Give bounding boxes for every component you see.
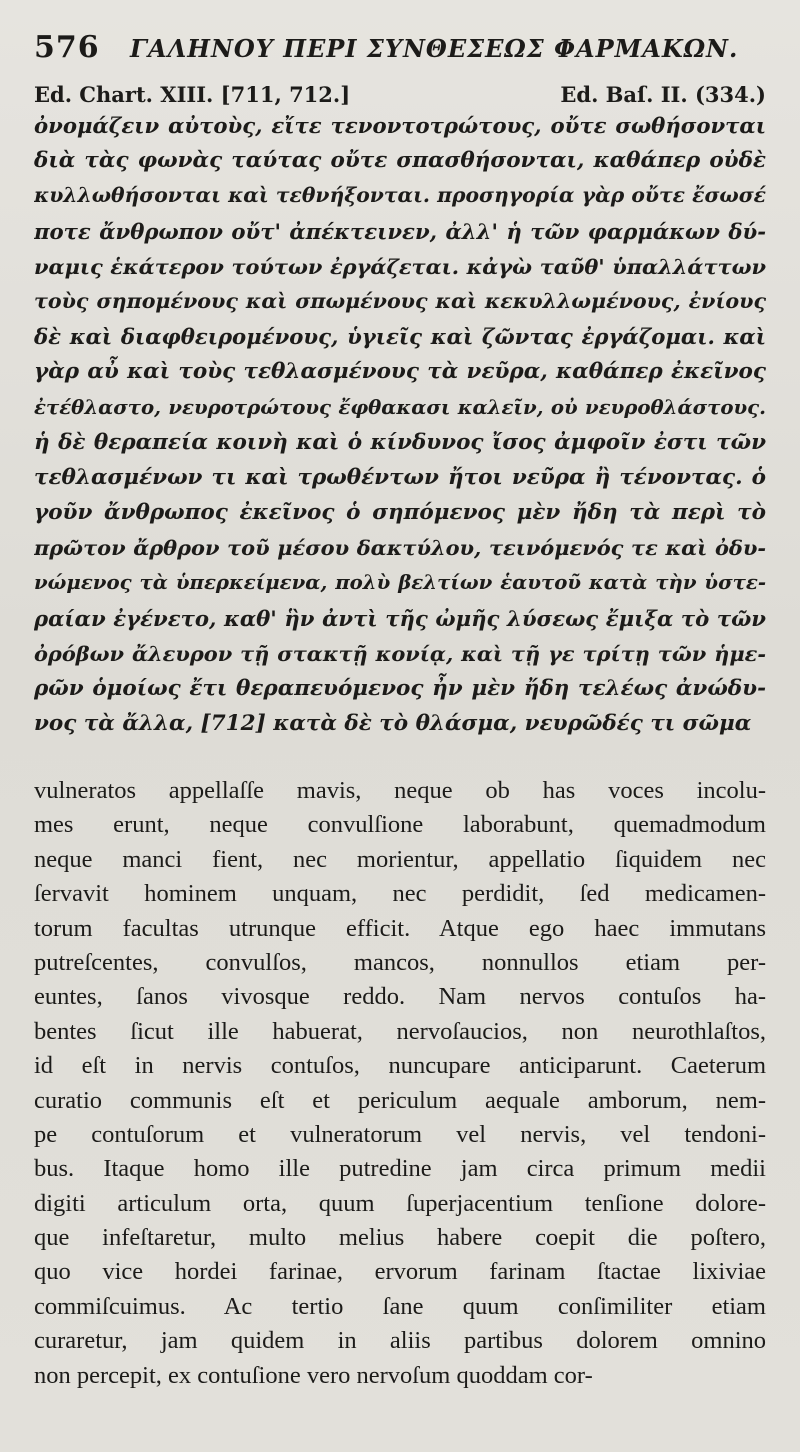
greek-text-line: τεθλασμένων τι καὶ τρωθέντων ἤτοι νεῦρα ἢ τένοντας. ὁ [34,464,766,490]
latin-text-line: neque manci fient, nec morientur, appellatio ſiquidem nec [34,845,766,873]
greek-text-line: διὰ τὰς φωνὰς ταύτας οὔτε σπασθήσονται, καθάπερ οὐδὲ [34,148,766,174]
latin-text-line: putreſcentes, convulſos, mancos, nonnullos etiam per- [34,948,766,976]
latin-text-line: torum facultas utrunque efficit. Atque ego haec immutans [34,914,766,942]
greek-text-line: νώμενος τὰ ὑπερκείμενα, πολὺ βελτίων ἑαυτοῦ κατὰ τὴν ὑστε- [34,571,766,595]
latin-text-line: euntes, ſanos vivosque reddo. Nam nervos contuſos ha- [34,983,766,1011]
running-title: ΓΑΛΗΝΟΥ ΠΕΡΙ ΣΥΝΘΕΣΕΩΣ ΦΑΡΜΑΚΩΝ. [130,34,739,63]
edition-chartier-ref: Ed. Chart. XIII. [711, 712.] [34,82,351,107]
latin-text-line: ſervavit hominem unquam, nec perdidit, ſed medicamen- [34,880,766,908]
latin-text-line: curatio communis eſt et periculum aequale amborum, nem- [34,1086,766,1114]
edition-basel-ref: Ed. Baſ. II. (334.) [560,82,766,107]
latin-text-line: vulneratos appellaſſe mavis, neque ob has voces incolu- [34,777,766,804]
greek-text-line: τοὺς σηπομένους καὶ σπωμένους καὶ κεκυλλωμένους, ἐνίους [34,288,766,313]
latin-text-line: bentes ſicut ille habuerat, nervoſaucios, non neurothlaſtos, [34,1017,766,1045]
latin-text-line: curaretur, jam quidem in aliis partibus dolorem omnino [34,1327,766,1355]
greek-text-block [34,108,766,741]
greek-text-line: ραίαν ἐγένετο, καθ' ἣν ἀντὶ τῆς ὠμῆς λύσεως ἔμιξα τὸ τῶν [34,605,766,631]
greek-text-line: πρῶτον ἄρθρον τοῦ μέσου δακτύλου, τεινόμενός τε καὶ ὀδυ- [34,535,766,561]
greek-text-line: νος τὰ ἄλλα, [712] κατὰ δὲ τὸ θλάσμα, νευρῶδές τι σῶμα [34,711,752,737]
greek-text-line: ρῶν ὁμοίως ἔτι θεραπευόμενος ἦν μὲν ἤδη τελέως ἀνώδυ- [34,676,766,701]
greek-text-line: γοῦν ἄνθρωπος ἐκεῖνος ὁ σηπόμενος μὲν ἤδη τὰ περὶ τὸ [34,500,766,526]
latin-text-line: pe contuſorum et vulneratorum vel nervis, vel tendoni- [34,1120,766,1148]
greek-text-line: ἡ δὲ θεραπεία κοινὴ καὶ ὁ κίνδυνος ἴσος ἀμφοῖν ἐστι τῶν [34,429,766,455]
running-head [34,30,764,70]
greek-text-line: κυλλωθήσονται καὶ τεθνήξονται. προσηγορία γὰρ οὔτε ἔσωσέ [34,183,766,208]
greek-text-line: ἐτέθλαστο, νευροτρώτους ἔφθακασι καλεῖν, οὐ νευροθλάστους. [34,395,766,419]
greek-text-line: δὲ καὶ διαφθειρομένους, ὑγιεῖς καὶ ζῶντας ἐργάζομαι. καὶ [34,324,766,350]
greek-text-line: ὀρόβων ἄλευρον τῇ στακτῇ κονίᾳ, καὶ τῇ γε τρίτῃ τῶν ἡμε- [34,640,766,666]
latin-text-line: commiſcuimus. Ac tertio ſane quum conſimiliter etiam [34,1292,766,1320]
page-number: 576 [34,30,100,65]
latin-text-line: que infeſtaretur, multo melius habere coepit die poſtero, [34,1224,766,1252]
latin-text-line: id eſt in nervis contuſos, nuncupare anticiparunt. Caeterum [34,1052,766,1080]
latin-text-line: mes erunt, neque convulſione laborabunt, quemadmodum [34,811,766,839]
latin-text-line: non percepit, ex contuſione vero nervoſum quoddam cor- [34,1361,593,1389]
greek-text-line: ναμις ἑκάτερον τούτων ἐργάζεται. κἀγὼ ταῦθ' ὑπαλλάττων [34,253,766,279]
latin-text-line: digiti articulum orta, quum ſuperjacentium tenſione dolore- [34,1189,766,1217]
latin-text-line: bus. Itaque homo ille putredine jam circa primum medii [34,1155,766,1183]
greek-text-line: γὰρ αὖ καὶ τοὺς τεθλασμένους τὰ νεῦρα, καθάπερ ἐκεῖνος [34,359,766,385]
greek-text-line: ὀνομάζειν αὐτοὺς, εἴτε τενοντοτρώτους, οὔτε σωθήσονται [34,113,766,138]
latin-text-block [34,774,766,1393]
greek-text-line: ποτε ἄνθρωπον οὔτ' ἀπέκτεινεν, ἀλλ' ἡ τῶν φαρμάκων δύ- [34,218,766,244]
latin-text-line: quo vice hordei farinae, ervorum farinam ſtactae lixiviae [34,1258,766,1286]
